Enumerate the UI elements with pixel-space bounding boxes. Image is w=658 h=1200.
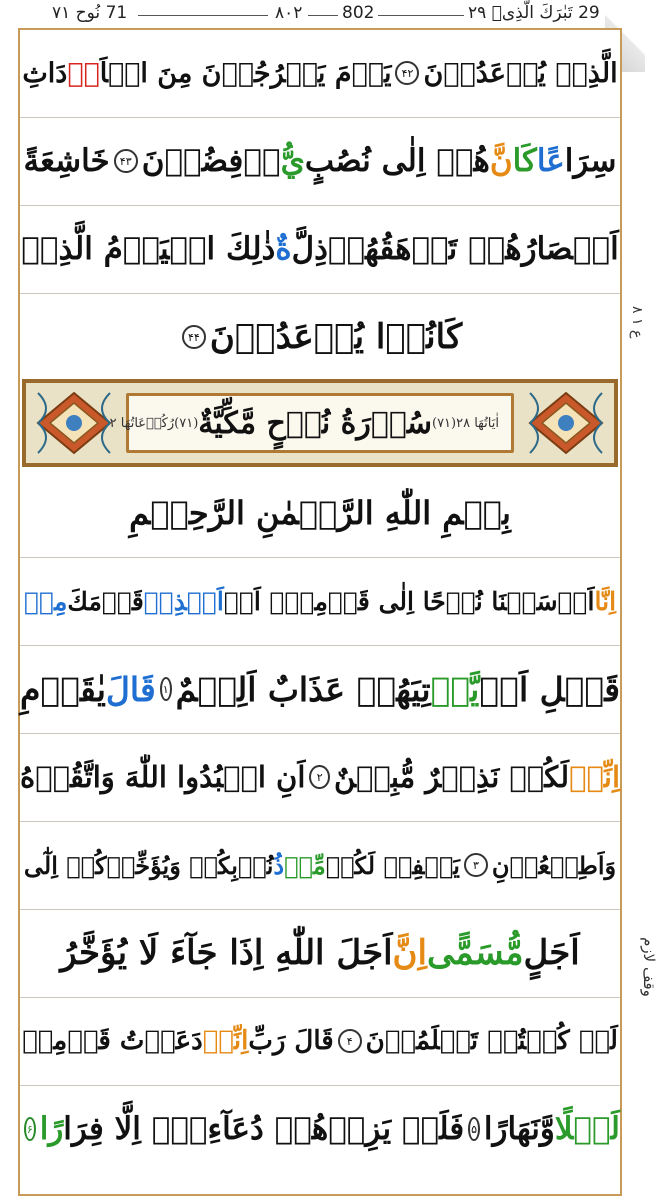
- ayah-end-marker: ۴۳: [114, 149, 138, 173]
- verse-text-segment: ذِلَّ: [291, 231, 328, 267]
- verse-text-segment: قَوۡمَكَ: [67, 586, 144, 616]
- verse-text-segment: لَكُمۡ نَذِيۡرٌ مُّبِيۡنٌ: [333, 760, 570, 794]
- verse-text-segment: قَالَ: [105, 669, 156, 709]
- verse-text-segment: يٰقَوۡمِ: [20, 669, 106, 709]
- verse-text-segment: اَجَلَ اللّٰهِ اِذَا جَآءَ لَا يُؤَخَّرُ: [60, 933, 393, 973]
- verse-text-segment: اَبۡصَارُهُمۡ تَرۡهَقُهُمۡ: [327, 231, 619, 267]
- verse-text-segment: اِنَّا: [594, 586, 617, 616]
- verse-text-segment: وۡفِضُوۡنَ: [141, 143, 281, 179]
- verse-text-segment: لَيۡلًا: [554, 1111, 620, 1147]
- verse-text-segment: نَّ: [489, 143, 513, 179]
- text-line: [20, 558, 620, 644]
- verse-text-segment: دَعَوۡتُ قَوۡمِىۡ: [22, 1026, 203, 1056]
- verse-text-segment: رًا: [39, 1111, 64, 1147]
- verse-text-segment: ذُ: [273, 850, 285, 880]
- text-line: [20, 1086, 620, 1172]
- ayah-end-marker: ۱: [160, 677, 172, 701]
- text-line: [20, 294, 620, 380]
- ayah-end-marker: ۵: [468, 1117, 480, 1141]
- ayah-end-marker: ۴۴: [182, 325, 206, 349]
- verse-text-segment: يَغۡفِرۡ لَكُمۡ: [325, 850, 460, 880]
- banner-number-left: (۷۱): [174, 415, 199, 431]
- text-line: [20, 30, 620, 116]
- verse-text-segment: اَجَلٍ: [523, 933, 580, 973]
- verse-text-segment: اَنِ اعۡبُدُوا اللّٰهَ وَاتَّقُوۡهُ: [20, 760, 306, 794]
- banner-inner-panel: [109, 393, 514, 453]
- banner-ornament-left-icon: [34, 389, 114, 457]
- surah-banner: [22, 379, 618, 467]
- verse-text-segment: كَانُوۡا يُوۡعَدُوۡنَ: [209, 317, 463, 357]
- ayah-end-marker: ۴: [338, 1029, 362, 1053]
- verse-text-segment: كَا: [512, 143, 537, 179]
- verse-text-segment: يُّ: [280, 143, 305, 179]
- text-line: [20, 822, 620, 908]
- ayah-end-marker: ۴۲: [395, 61, 419, 85]
- verse-text-segment: اِنَّ: [392, 933, 427, 973]
- verse-text-segment: اَرۡسَلۡنَا نُوۡحًا اِلٰى قَوۡمِهٖۤ اَنۡ: [223, 586, 595, 616]
- verse-text-segment: مُّسَمًّى: [426, 933, 524, 973]
- page-header: [0, 0, 645, 30]
- banner-ruku-count: رُكُوۡعَاتُهَا ۲: [109, 415, 175, 431]
- verse-text-segment: وَاَطِيۡعُوۡنِ: [491, 850, 617, 880]
- verse-text-segment: مِنۡ: [23, 586, 68, 616]
- verse-text-segment: خَاشِعَةً: [23, 143, 110, 179]
- ayah-end-marker: ۳: [464, 853, 488, 877]
- verse-text-segment: ةٌ: [275, 231, 292, 267]
- text-line: [20, 910, 620, 996]
- header-rule-mid: [308, 15, 338, 16]
- verse-text-segment: بِسۡمِ اللّٰهِ الرَّحۡمٰنِ الرَّحِيۡمِ: [129, 494, 511, 532]
- banner-number-right: (۷۱): [432, 415, 457, 431]
- verse-text-segment: جۡ: [67, 57, 100, 89]
- verse-text-segment: قَالَ رَبِّ: [248, 1026, 334, 1056]
- banner-ayat-count: اٰيَاتُهَا ۲۸: [456, 415, 499, 431]
- bismillah-line: [20, 470, 620, 556]
- verse-text-segment: اَنۡذِرۡ: [143, 586, 224, 616]
- header-surah: 71 نُوح ۷۱: [52, 3, 128, 23]
- text-line: [20, 206, 620, 292]
- verse-text-segment: فَلَمۡ يَزِدۡهُمۡ دُعَآءِىۡۤ اِلَّا فِرَا: [63, 1111, 465, 1147]
- text-line: [20, 734, 620, 820]
- verse-text-segment: لَوۡ كُنۡتُمۡ تَعۡلَمُوۡنَ: [365, 1026, 618, 1056]
- ayah-end-marker: ۶: [24, 1117, 36, 1141]
- verse-text-segment: مِّنۡ: [284, 850, 326, 880]
- verse-text-segment: نُوۡبِكُمۡ وَيُؤَخِّرۡكُمۡ اِلٰٓى: [23, 850, 274, 880]
- header-rule-right: [378, 15, 464, 16]
- verse-text-segment: وَّنَهَارًا: [483, 1111, 555, 1147]
- text-line: [20, 646, 620, 732]
- verse-text-segment: يَّاۡ: [430, 669, 480, 709]
- verse-text-segment: عًا: [536, 143, 565, 179]
- header-page-number: 802: [342, 3, 375, 23]
- margin-ruku-sign: ع ۱ ۸: [629, 306, 645, 339]
- margin-waqf: وقف لازم: [640, 937, 658, 997]
- verse-text-segment: اِنِّىۡ: [569, 760, 620, 794]
- surah-title: سُوۡرَةُ نُوۡحٍ مَّكِّيَّةٌ: [198, 405, 432, 441]
- verse-text-segment: قَبۡلِ اَنۡ: [479, 669, 620, 709]
- verse-text-segment: يَوۡمَ يَخۡرُجُوۡنَ مِنَ الۡاَ: [99, 57, 392, 89]
- verse-text-segment: الَّذِىۡ يُوۡعَدُوۡنَ: [423, 57, 618, 89]
- verse-text-segment: اِنِّىۡ: [202, 1026, 249, 1056]
- header-rule-left: [138, 15, 268, 16]
- header-juz: 29 تَبٰرَكَ الَّذِىۡ ۲۹: [468, 3, 600, 23]
- verse-text-segment: دَاثِ: [22, 57, 68, 89]
- verse-text-segment: هُمۡ اِلٰى نُصُبٍ: [304, 143, 490, 179]
- text-line: [20, 118, 620, 204]
- text-line: [20, 998, 620, 1084]
- verse-text-segment: سِرَا: [564, 143, 617, 179]
- banner-ornament-right-icon: [526, 389, 606, 457]
- header-page-number-urdu: ۸۰۲: [275, 3, 303, 23]
- ayah-end-marker: ۲: [309, 765, 330, 789]
- verse-text-segment: تِيَهُمۡ عَذَابٌ اَلِيۡمٌ: [175, 669, 431, 709]
- verse-text-segment: ذٰلِكَ الۡيَوۡمُ الَّذِىۡ: [21, 231, 276, 267]
